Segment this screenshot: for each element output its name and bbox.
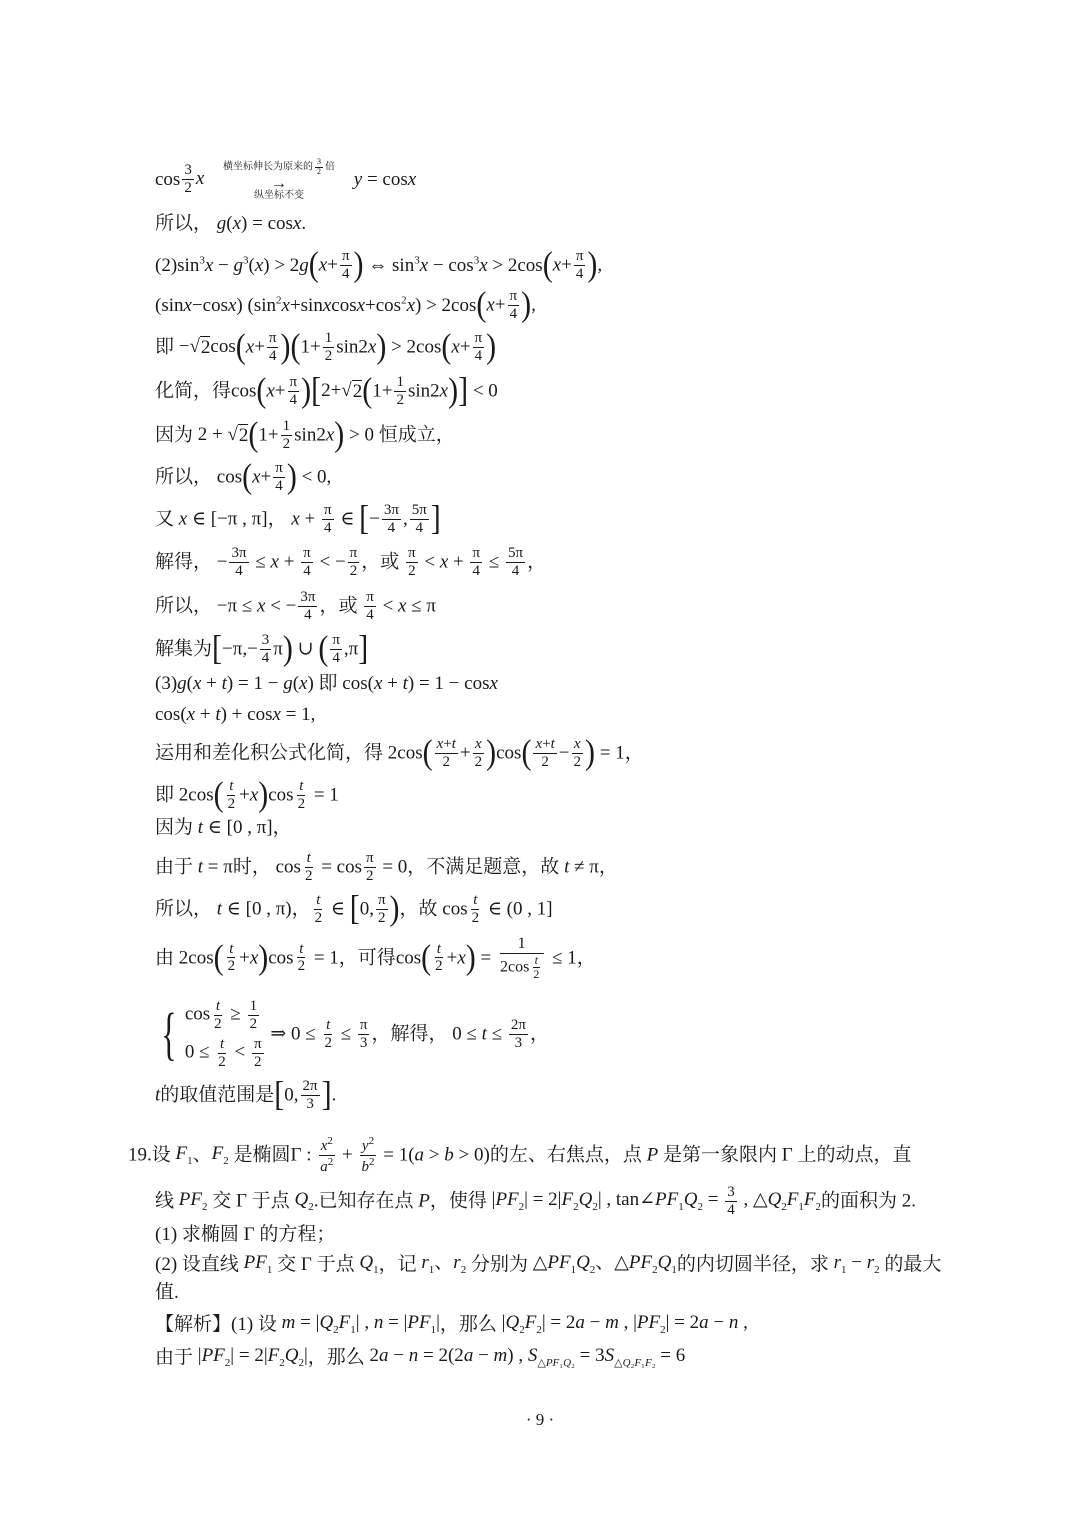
arrow-top-label: 横坐标伸长为原来的 — [223, 161, 314, 173]
line-text: 、 — [192, 1144, 212, 1166]
line-text: 解集为 — [155, 638, 213, 660]
line-text: ，记 — [378, 1253, 417, 1275]
line-text: 交 — [212, 1190, 232, 1212]
line-text: 由于 — [155, 1346, 194, 1368]
line-text: ，使得 — [429, 1190, 487, 1212]
solution-line: 运用和差化积公式化简，得 2cos( $\frac{x+t}{2}$ + $\frac{x}{2}$ )cos( $\frac{x+t}{2}$ − $\frac{x}{2}$ ) = 1， — [155, 733, 644, 772]
arrow-bottom-label: 纵坐标不变 — [254, 189, 305, 201]
line-text: 解得， — [155, 551, 213, 573]
line-text: 由于 — [155, 856, 194, 878]
line-text: 所以， — [155, 595, 213, 617]
problem-19-line-1: 19.设 $F_1$、$F_2$ 是椭圆Γ : $\frac{x^2}{a^2}$ + $\frac{y^2}{b^2}$ = 1(a > b > 0)的左、右焦点，点 P 是第一象限内 Γ 上的动点，直 — [128, 1135, 912, 1175]
problem-19-question-1 — [155, 1224, 335, 1244]
line-text: 上的动点，直 — [797, 1144, 912, 1166]
right-arrow-icon: → — [271, 174, 288, 192]
solution-line: 所以， −π ≤ x < − $\frac{3\pi}{4}$ ，或 $\frac{\pi}{4}$ < x ≤ π — [155, 589, 437, 623]
line-text: 因为 — [155, 424, 194, 446]
line-text: 的左、右焦点，点 — [489, 1144, 642, 1166]
solution-line-system: { cos $\frac{t}{2}$ ≥ $\frac{1}{2}$ 0 ≤ $\frac{t}{2}$ < $\frac{\pi}{2}$ ⇒ 0 ≤ $\frac{t}{2}$ ≤ $\frac{\pi}{3}$ ，解得， 0 ≤ t ≤ $\frac{2\pi}{3}$ ， — [161, 998, 549, 1070]
solution-line: 即 −√2cos(x+ $\frac{\pi}{4}$ )(1+ $\frac{1}{2}$ sin2x) > 2cos(x+ $\frac{\pi}{4}$ ) — [155, 327, 497, 366]
line-text: 所以， — [155, 898, 213, 920]
line-text: 即 — [318, 673, 338, 695]
line-text: 或 — [338, 595, 358, 617]
solution-line: 因为 t ∈ [0 , π]， — [155, 817, 292, 839]
line-text: (1) 设 — [231, 1313, 277, 1335]
solution-line: 由于 $|PF_2| = 2|F_2Q_2|$，那么 2a − n = 2(2a − m) , $S_{\triangle PF_1Q_2} = 3S_{\triangle Q_2F_1F_2} = 6$ — [155, 1345, 686, 1369]
line-text: 恒成立， — [378, 424, 455, 446]
solution-label: 【解析】 — [155, 1313, 232, 1335]
line-text: .已知存在点 — [313, 1190, 414, 1212]
solution-line: 所以， cos(x+ $\frac{\pi}{4}$ ) < 0, — [155, 457, 332, 496]
solution-line: 因为 2 + √2(1+ $\frac{1}{2}$ sin2x) > 0 恒成立， — [155, 415, 455, 454]
problem-19-line-2: 线 $PF_2$ 交 Γ 于点 $Q_2$.已知存在点 P，使得 $|PF_2| = 2|F_2Q_2|$ , $\tan\angle PF_1Q_2$ = $\frac{3}{4}$ , $\triangle Q_2F_1F_2$的面积为 2. — [155, 1184, 917, 1218]
line-text: 是第一象限内 — [662, 1144, 777, 1166]
solution-line: 解得， − $\frac{3\pi}{4}$ ≤ x + $\frac{\pi}{4}$ < − $\frac{\pi}{2}$ ，或 $\frac{\pi}{2}$ < x + $\frac{\pi}{4}$ ≤ $\frac{5\pi}{4}$ ， — [155, 545, 547, 579]
page-number: · 9 · — [525, 1410, 555, 1429]
line-text: 所以， — [155, 466, 213, 488]
solution-line: t的取值范围是[0, $\frac{2\pi}{3}$ ]. — [155, 1075, 337, 1114]
solution-line: cos(x + t) + cosx = 1, — [155, 704, 316, 726]
line-text: 即 — [155, 336, 175, 358]
problem-19-question-2-tail — [155, 1282, 179, 1302]
solution-line-transform: cos $\frac{3}{2}$ x 横坐标伸长为原来的 $\frac{3}{2}$ 倍 → 纵坐标不变 y = cosx — [155, 157, 417, 201]
line-text: (1) 求椭圆 Γ 的方程； — [155, 1224, 336, 1246]
line-text: ，故 — [399, 898, 438, 920]
line-text: 由 — [155, 947, 175, 969]
problem-19-question-2: (2) 设直线 $PF_1$ 交 Γ 于点 $Q_1$，记 $r_1$、$r_2$ 分别为 $\triangle PF_1Q_2$、$\triangle PF_2Q_1$的内切圆半径，求 $r_1 - r_2$ 的最大 — [155, 1252, 942, 1276]
line-text: 所以， — [155, 213, 213, 235]
line-text: 值. — [155, 1282, 179, 1304]
line-text: 的面积为 2. — [821, 1190, 917, 1212]
line-text: 于点 — [251, 1190, 290, 1212]
solution-line: 又 x ∈ [−π , π]， x + $\frac{\pi}{4}$ ∈ [− $\frac{3\pi}{4}$ , $\frac{5\pi}{4}$ ] — [155, 499, 441, 538]
line-text: 化简，得 — [155, 380, 232, 402]
line-text: 分别为 — [470, 1253, 528, 1275]
solution-line: 即 2cos( $\frac{t}{2}$ +x)cos $\frac{t}{2}$ = 1 — [155, 775, 339, 814]
line-text: 即 — [155, 784, 175, 806]
solution-line: (3)g(x + t) = 1 − g(x) 即 cos(x + t) = 1 − cosx — [155, 673, 498, 695]
solution-line: 化简，得cos(x+ $\frac{\pi}{4}$ )[2+√2(1+ $\frac{1}{2}$ sin2x)] < 0 — [155, 371, 498, 410]
solution-line: 解集为[−π,− $\frac{3}{4}$ π) ∪ ( $\frac{\pi}{4}$ ,π] — [155, 629, 369, 668]
line-text: 是椭圆 — [233, 1144, 291, 1166]
line-text: 的最大 — [884, 1253, 942, 1275]
solution-line: (sinx−cosx) $(\sin^2x+sinxcosx+\cos^2x) > 2\cos(x+$ $\frac{\pi}{4}$ ), — [155, 285, 536, 324]
line-text: ，可得 — [338, 947, 396, 969]
solution-line: 所以， t ∈ [0 , π)， $\frac{t}{2}$ ∈ [0, $\frac{\pi}{2}$ )，故 cos $\frac{t}{2}$ ∈ (0 , 1] — [155, 889, 553, 928]
line-text: 运用和差化积公式化简，得 — [155, 742, 384, 764]
solution-line: 由于 t = π时， cos $\frac{t}{2}$ = cos $\frac{\pi}{2}$ = 0，不满足题意，故 t ≠ π， — [155, 850, 618, 884]
solution-line: 【解析】(1) 设 $m = |Q_2F_1|$ , $n = |PF_1|$，那么 $|Q_2F_2| = 2a - m$ , $|PF_2| = 2a - n$ , — [155, 1312, 748, 1336]
line-text: 的内切圆半径，求 — [676, 1253, 829, 1275]
line-text: 时， — [232, 856, 271, 878]
problem-number: 19. — [128, 1144, 152, 1166]
line-text: ，那么 — [307, 1346, 365, 1368]
line-text: ，不满足题意，故 — [407, 856, 560, 878]
line-text: ，解得， — [371, 1023, 448, 1045]
solution-line: 由 2cos( $\frac{t}{2}$ +x)cos $\frac{t}{2}$ = 1，可得cos( $\frac{t}{2}$ +x) = 1 2cos $\frac{t}{2}$ ≤ 1， — [155, 935, 596, 981]
line-text: 因为 — [155, 817, 194, 839]
line-text: 交 Γ 于点 — [277, 1253, 355, 1275]
line-text: ，那么 — [439, 1313, 497, 1335]
arrow-top-tail: 倍 — [325, 161, 336, 173]
line-text: 设 — [151, 1144, 171, 1166]
solution-line: 所以， g(x) = cosx. — [155, 213, 307, 235]
line-text: 又 — [155, 508, 175, 530]
line-text: 的取值范围是 — [160, 1084, 275, 1106]
line-text: 或 — [380, 551, 400, 573]
line-text: (2) 设直线 — [155, 1253, 239, 1275]
line-text: 线 — [155, 1190, 175, 1212]
solution-line: $(2)\sin^3x - g^3(x) > 2g(x+$ $\frac{\pi}{4}$ ) ⇔ $\sin^3x - \cos^3x > 2\cos(x+$ $\frac{\pi}{4}$ ), — [155, 245, 603, 284]
